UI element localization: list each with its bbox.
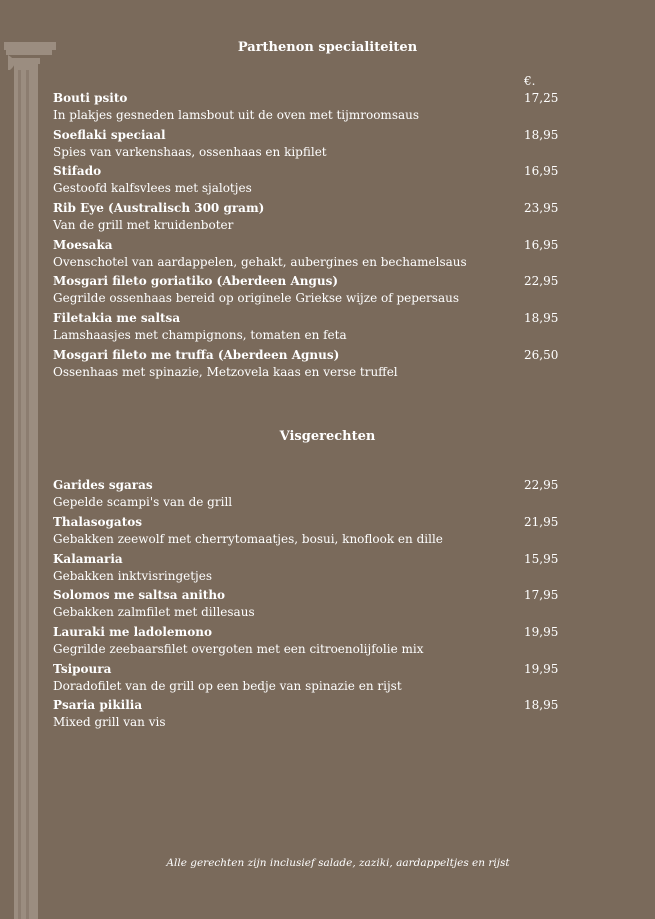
menu-item bbox=[53, 348, 593, 384]
menu-item bbox=[53, 625, 593, 661]
menu-item-name: Stifado bbox=[53, 164, 102, 178]
menu-item-price: 22,95 bbox=[524, 478, 559, 492]
menu-item bbox=[53, 311, 593, 347]
menu-item bbox=[53, 698, 593, 734]
menu-item-description: Van de grill met kruidenboter bbox=[53, 218, 234, 232]
section-title-specialiteiten: Parthenon specialiteiten bbox=[237, 40, 418, 55]
menu-item-price: 18,95 bbox=[524, 698, 559, 712]
currency-label: €. bbox=[524, 74, 536, 88]
menu-item-description: In plakjes gesneden lamsbout uit de oven met tijmroomsaus bbox=[53, 108, 420, 122]
menu-item bbox=[53, 164, 593, 200]
menu-item-price: 18,95 bbox=[524, 128, 559, 142]
menu-item bbox=[53, 515, 593, 551]
menu-item-price: 26,50 bbox=[524, 348, 559, 362]
section-title-visgerechten: Visgerechten bbox=[279, 429, 376, 444]
footer-note: Alle gerechten zijn inclusief salade, zaziki, aardappeltjes en rijst bbox=[166, 857, 510, 869]
menu-item bbox=[53, 128, 593, 164]
menu-item-price: 19,95 bbox=[524, 662, 559, 676]
menu-item-price: 17,95 bbox=[524, 588, 559, 602]
menu-item-name: Tsipoura bbox=[53, 662, 112, 676]
menu-item-name: Kalamaria bbox=[53, 552, 123, 566]
menu-item-price: 16,95 bbox=[524, 238, 559, 252]
menu-item-name: Garides sgaras bbox=[53, 478, 153, 492]
menu-item-name: Mosgari fileto goriatiko (Aberdeen Angus) bbox=[53, 274, 339, 288]
menu-item-name: Solomos me saltsa anitho bbox=[53, 588, 226, 602]
menu-item-description: Gegrilde ossenhaas bereid op originele Griekse wijze of pepersaus bbox=[53, 291, 459, 305]
menu-item-description: Gestoofd kalfsvlees met sjalotjes bbox=[53, 181, 252, 195]
menu-item-description: Gebakken inktvisringetjes bbox=[53, 569, 213, 583]
menu-item-name: Filetakia me saltsa bbox=[53, 311, 181, 325]
menu-item-name: Rib Eye (Australisch 300 gram) bbox=[53, 201, 265, 215]
menu-item bbox=[53, 478, 593, 514]
menu-item bbox=[53, 238, 593, 274]
menu-item-description: Spies van varkenshaas, ossenhaas en kipfilet bbox=[53, 145, 327, 159]
menu-item-name: Thalasogatos bbox=[53, 515, 142, 529]
menu-item bbox=[53, 274, 593, 310]
menu-item-description: Gepelde scampi's van de grill bbox=[53, 495, 233, 509]
menu-item-price: 19,95 bbox=[524, 625, 559, 639]
menu-item-description: Doradofilet van de grill op een bedje van spinazie en rijst bbox=[53, 679, 402, 693]
menu-item-price: 17,25 bbox=[524, 91, 559, 105]
menu-item-description: Ossenhaas met spinazie, Metzovela kaas en verse truffel bbox=[53, 365, 398, 379]
menu-item-description: Ovenschotel van aardappelen, gehakt, aubergines en bechamelsaus bbox=[53, 255, 467, 269]
menu-item-name: Lauraki me ladolemono bbox=[53, 625, 212, 639]
menu-item-price: 18,95 bbox=[524, 311, 559, 325]
menu-item-description: Lamshaasjes met champignons, tomaten en feta bbox=[53, 328, 347, 342]
menu-item-price: 21,95 bbox=[524, 515, 559, 529]
menu-item bbox=[53, 588, 593, 624]
menu-item-name: Moesaka bbox=[53, 238, 113, 252]
menu-item-price: 15,95 bbox=[524, 552, 559, 566]
menu-item-name: Bouti psito bbox=[53, 91, 128, 105]
menu-item bbox=[53, 201, 593, 237]
menu-item-price: 22,95 bbox=[524, 274, 559, 288]
greek-column-decoration bbox=[0, 0, 60, 919]
menu-item-name: Soeflaki speciaal bbox=[53, 128, 166, 142]
menu-item-price: 16,95 bbox=[524, 164, 559, 178]
menu-item-description: Mixed grill van vis bbox=[53, 715, 166, 729]
menu-item-name: Psaria pikilia bbox=[53, 698, 143, 712]
menu-item-description: Gegrilde zeebaarsfilet overgoten met een citroenolijfolie mix bbox=[53, 642, 424, 656]
menu-item-description: Gebakken zalmfilet met dillesaus bbox=[53, 605, 255, 619]
menu-item-price: 23,95 bbox=[524, 201, 559, 215]
menu-item bbox=[53, 662, 593, 698]
menu-item-description: Gebakken zeewolf met cherrytomaatjes, bosui, knoflook en dille bbox=[53, 532, 443, 546]
menu-item bbox=[53, 91, 593, 127]
menu-item bbox=[53, 552, 593, 588]
menu-item-name: Mosgari fileto me truffa (Aberdeen Agnus) bbox=[53, 348, 340, 362]
